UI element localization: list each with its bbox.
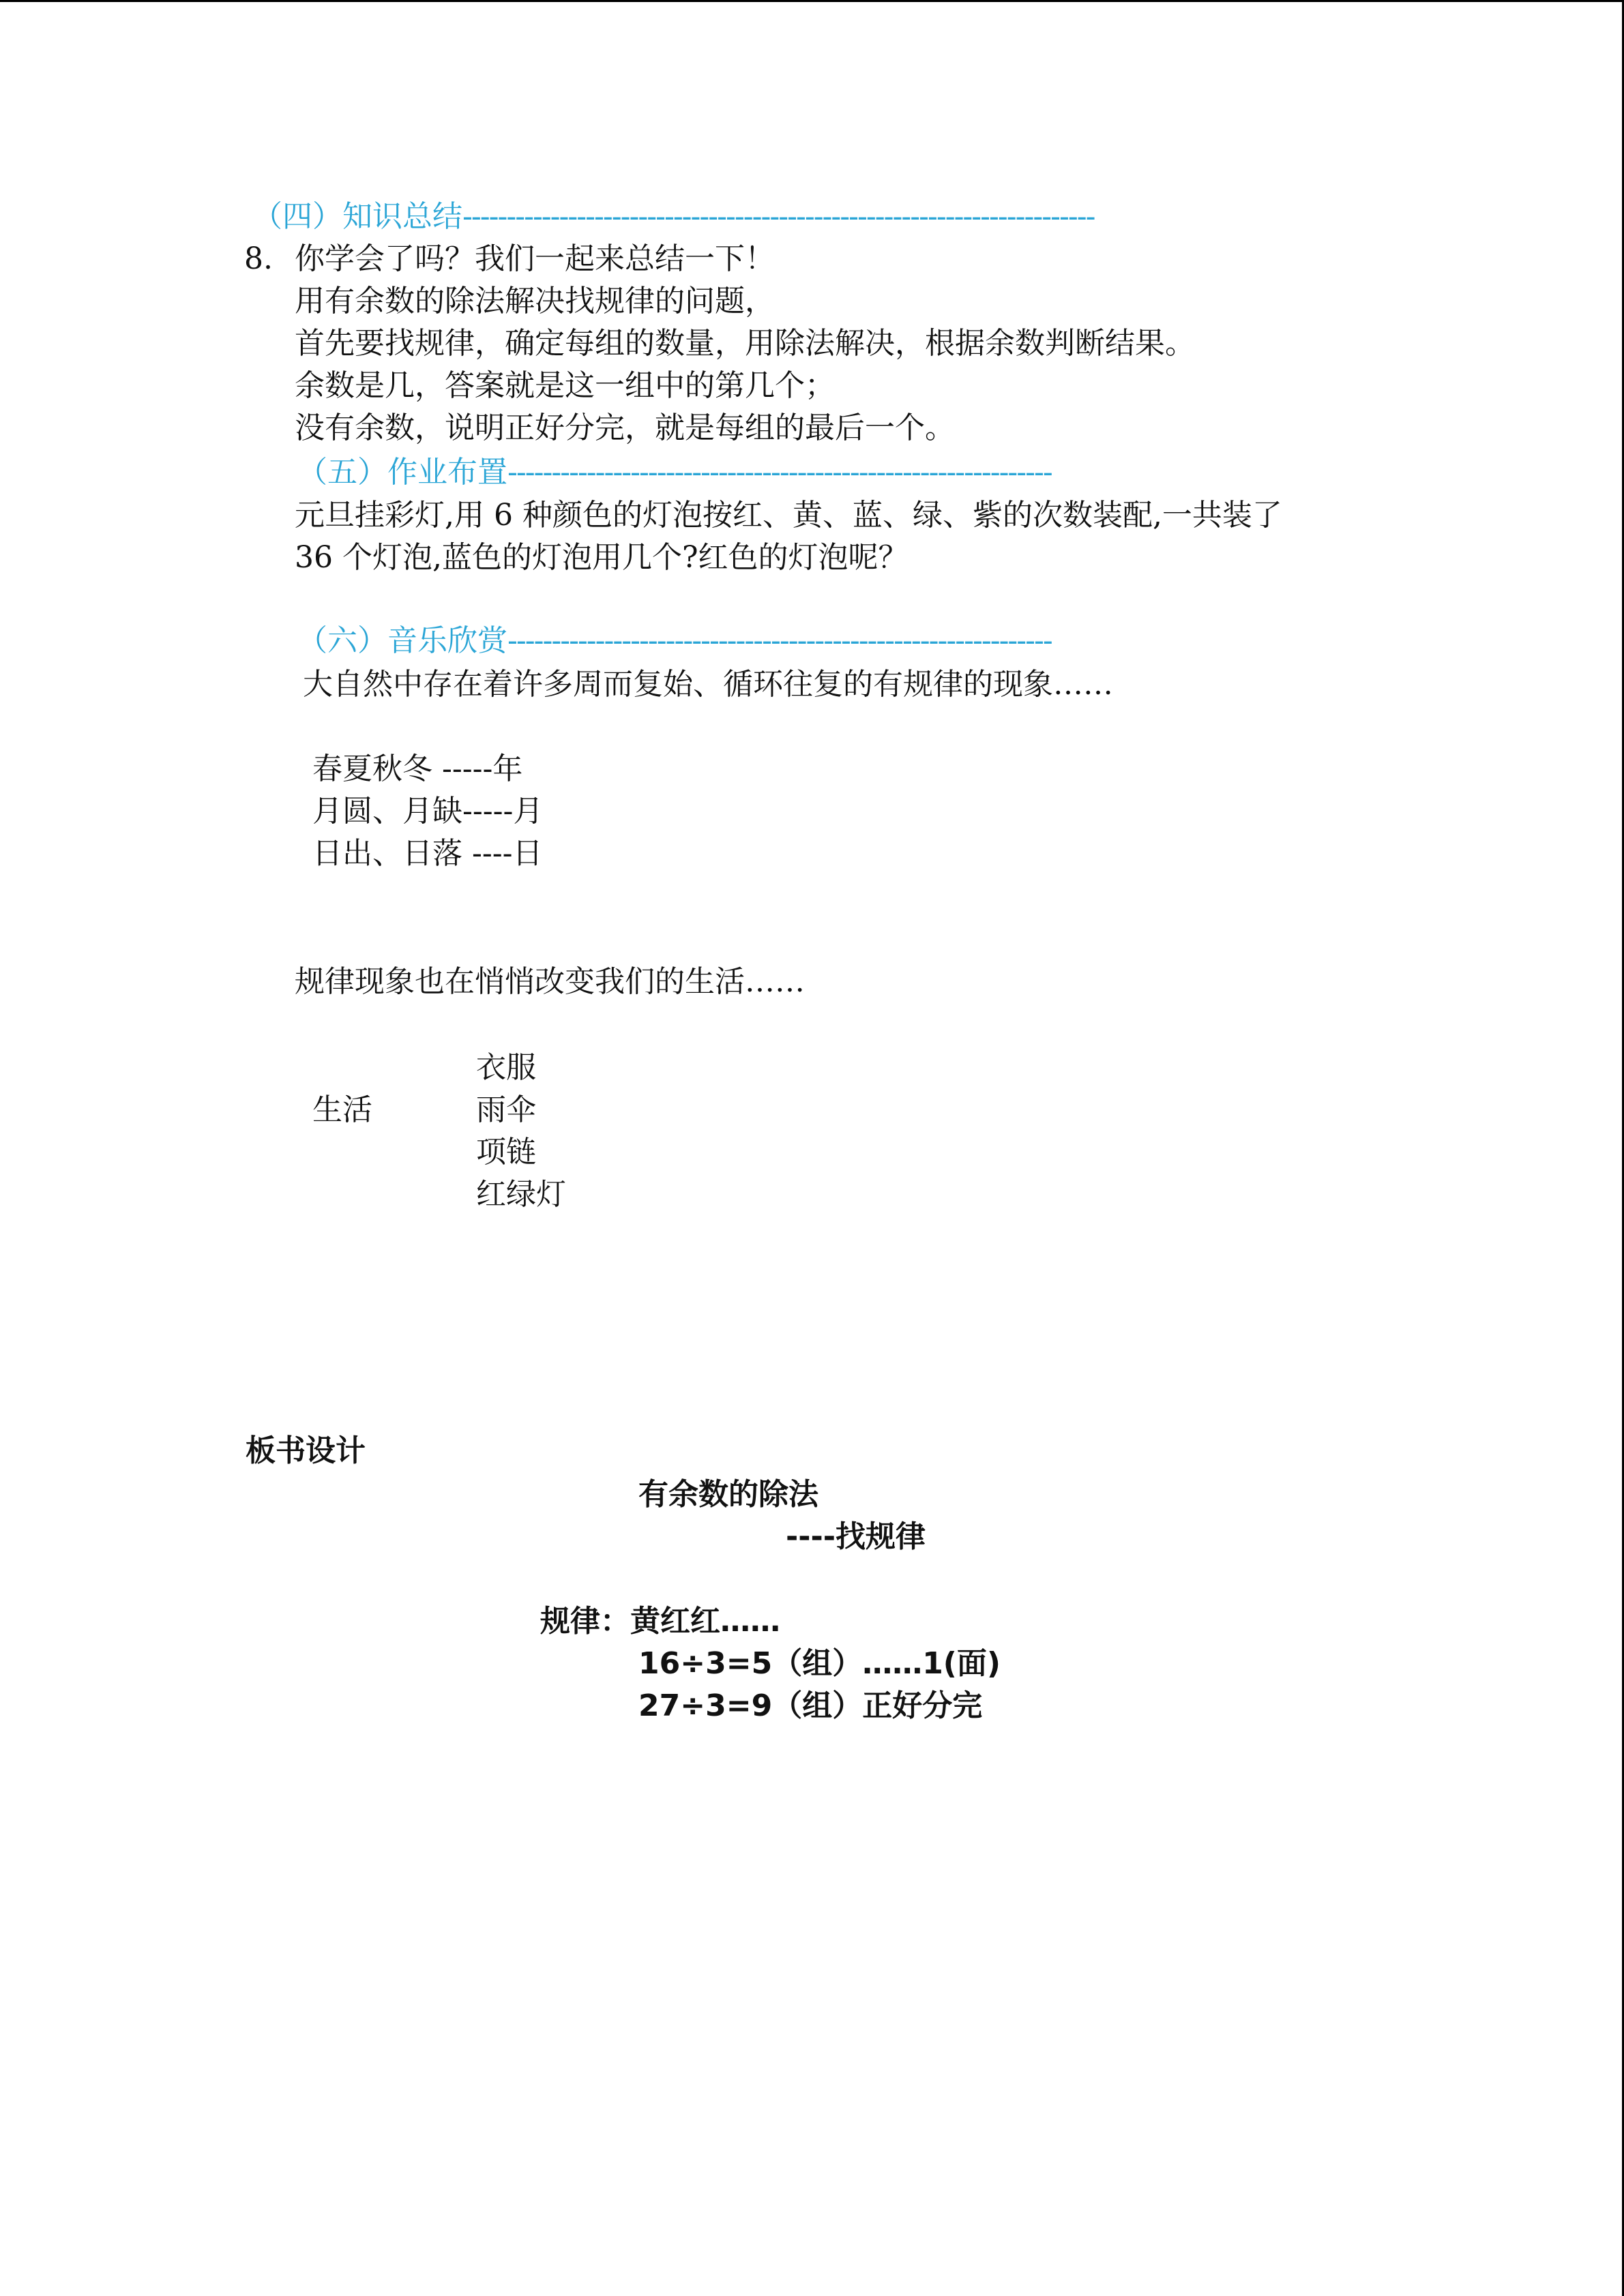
board-subtitle: ----找规律 (786, 1519, 926, 1554)
section6-intro: 大自然中存在着许多周而复始、循环往复的有规律的现象…… (303, 667, 1113, 702)
section4-line-2: 用有余数的除法解决找规律的问题， (295, 284, 775, 318)
section4-line-5: 没有余数，说明正好分完，就是每组的最后一个。 (295, 411, 955, 445)
life-item-necklace: 项链 (476, 1135, 536, 1169)
life-intro: 规律现象也在悄悄改变我们的生活…… (295, 964, 805, 999)
board-equation-2: 27÷3=9（组）正好分完 (638, 1688, 983, 1723)
board-title: 有余数的除法 (638, 1477, 818, 1512)
section5-heading: （五）作业布置 (297, 455, 507, 490)
board-heading: 板书设计 (246, 1433, 366, 1468)
section4-line-3: 首先要找规律，确定每组的数量，用除法解决，根据余数判断结果。 (295, 326, 1195, 361)
life-label: 生活 (312, 1092, 372, 1127)
section5-divider: -------------------------------------------------------------- (507, 455, 1052, 490)
section4-item-number: 8. (244, 241, 273, 276)
section5-line-2: 36 个灯泡,蓝色的灯泡用几个?红色的灯泡呢？ (295, 540, 909, 575)
section4-heading-line (252, 198, 1094, 236)
section4-line-4: 余数是几，答案就是这一组中的第几个； (295, 368, 835, 403)
section4-heading: （四）知识总结 (252, 199, 462, 234)
life-item-traffic-light: 红绿灯 (476, 1177, 566, 1212)
section6-heading: （六）音乐欣赏 (297, 623, 507, 658)
section4-divider: ------------------------------------------------------------------------ (462, 199, 1095, 234)
cycle-moon: 月圆、月缺-----月 (312, 794, 544, 829)
page-top-border (0, 0, 1624, 2)
board-equation-1: 16÷3=5（组）……1(面) (638, 1646, 1001, 1681)
board-rule: 规律：黄红红…… (540, 1604, 780, 1639)
cycle-seasons: 春夏秋冬 -----年 (312, 751, 523, 786)
section4-line-1: 你学会了吗？我们一起来总结一下！ (295, 241, 775, 276)
life-item-clothes: 衣服 (476, 1050, 536, 1085)
section5-line-1: 元旦挂彩灯,用 6 种颜色的灯泡按红、黄、蓝、绿、紫的次数装配,一共装了 (295, 498, 1282, 533)
life-item-umbrella: 雨伞 (476, 1092, 536, 1127)
section6-heading-line (297, 622, 1052, 660)
section6-divider: -------------------------------------------------------------- (507, 623, 1052, 658)
section5-heading-line (297, 453, 1052, 492)
cycle-sun: 日出、日落 ----日 (312, 836, 543, 871)
